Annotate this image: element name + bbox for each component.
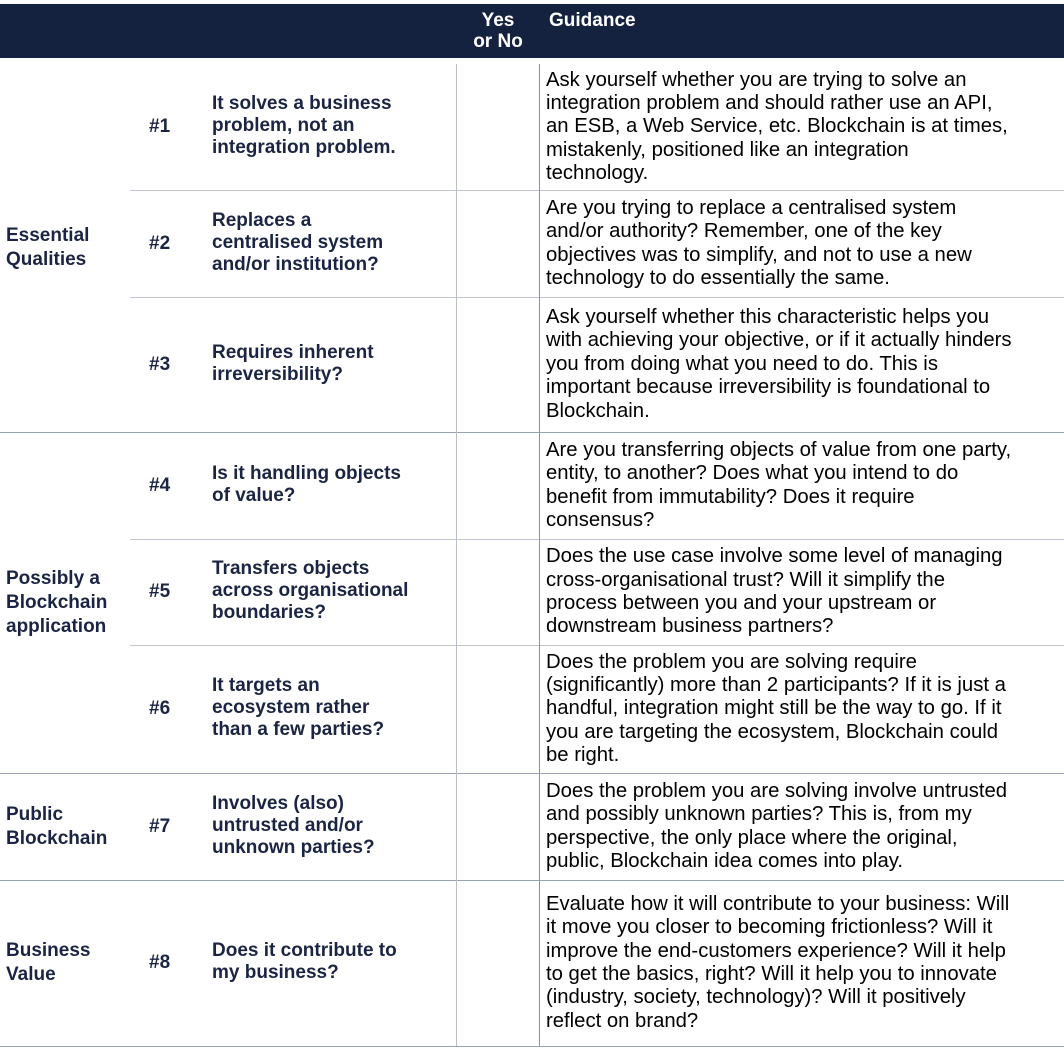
guidance-line: and/or authority? Remember, one of the key [546,220,942,243]
guidance-text [546,190,1064,297]
guidance-line: be right. [546,744,620,767]
criterion-line: of value? [212,484,296,506]
guidance-line: you from doing what you need to do. This is [546,352,938,375]
guidance-line: Evaluate how it will contribute to your business: Will [546,892,1010,915]
criterion-line: my business? [212,962,339,983]
criterion-number: #1 [149,116,171,137]
criterion-text [212,940,456,984]
section-label-line: Value [6,964,56,985]
criterion-line: Replaces a [212,209,312,231]
section-label-line: Possibly a [6,567,100,589]
criterion-text [212,93,456,159]
guidance-text [546,64,1064,190]
guidance-line: Does the problem you are solving require [546,650,917,673]
criterion-line: Involves (also) [212,792,344,814]
table-row [456,539,1064,645]
criterion-line: centralised system [212,231,384,253]
guidance-line: cross-organisational trust? Will it simplify the [546,568,945,591]
section-label-line: application [6,615,107,637]
yes-or-no-cell[interactable] [456,539,540,645]
guidance-line: improve the end-customers experience? Will it help [546,939,1006,962]
criterion-line: and/or institution? [212,253,379,275]
criterion-number: #4 [149,474,171,496]
criterion-line: unknown parties? [212,836,375,858]
section-label [6,567,146,639]
guidance-line: and possibly unknown parties? This is, from my [546,803,972,826]
criterion-line: Requires inherent [212,341,374,363]
section-label [6,939,146,987]
guidance-text [546,539,1064,645]
guidance-line: you are targeting the ecosystem, Blockchain could [546,720,999,743]
guidance-line: an ESB, a Web Service, etc. Blockchain is at times, [546,115,1008,138]
guidance-line: Blockchain. [546,399,650,422]
criterion-line: Does it contribute to [212,940,397,961]
criterion-line: Transfers objects [212,558,370,579]
criterion-text [212,342,456,386]
guidance-line: perspective, the only place where the original, [546,826,958,849]
guidance-line: mistakenly, positioned like an integration [546,138,909,161]
header-guidance: Guidance [549,10,636,31]
guidance-line: (industry, society, technology)? Will it positively [546,986,966,1009]
guidance-line: Ask yourself whether this characteristic helps you [546,306,989,328]
yes-or-no-cell[interactable] [456,64,540,190]
criterion-line: Is it handling objects [212,462,401,484]
criterion-line: untrusted and/or [212,814,363,836]
criterion-line: irreversibility? [212,363,343,385]
guidance-line: entity, to another? Does what you intend to do [546,462,959,485]
guidance-line: Does the use case involve some level of managing [546,545,1003,568]
criterion-line: than a few parties? [212,719,385,740]
guidance-line: consensus? [546,508,655,531]
section-label-line: Public [6,803,64,825]
yes-or-no-cell[interactable] [456,645,540,773]
criterion-number: #8 [149,952,171,973]
guidance-line: Ask yourself whether you are trying to solve an [546,68,967,91]
criterion-line: ecosystem rather [212,697,370,718]
yes-or-no-cell[interactable] [456,880,540,1046]
criterion-line: It solves a business [212,93,392,114]
header-or-no-line: or No [473,31,523,52]
guidance-line: Does the problem you are solving involve untrusted [546,779,1008,802]
guidance-text [546,432,1064,539]
yes-or-no-cell[interactable] [456,773,540,880]
section-label [6,803,146,851]
guidance-line: technology to do essentially the same. [546,266,890,289]
criterion-number: #3 [149,353,171,375]
guidance-line: benefit from immutability? Does it require [546,485,915,508]
guidance-text [546,880,1064,1046]
criterion-number: #7 [149,815,171,837]
criterion-text [212,210,456,276]
yes-or-no-cell[interactable] [456,432,540,539]
section-label-line: Blockchain [6,827,108,849]
guidance-line: objectives was to simplify, and not to use a new [546,243,972,266]
section-label [6,224,146,272]
criterion-text [212,463,456,507]
yes-or-no-cell[interactable] [456,190,540,297]
table-header [0,4,1064,58]
guidance-line: handful, integration might still be the way to go. If it [546,697,1002,720]
table-row [456,880,1064,1046]
yes-or-no-cell[interactable] [456,297,540,432]
guidance-line: process between you and your upstream or [546,592,937,614]
section-label-line: Business [6,940,91,961]
guidance-line: it move you closer to becoming frictionless? Will it [546,916,993,939]
table-row [456,432,1064,539]
criterion-number: #2 [149,232,171,254]
criterion-text [212,793,456,859]
criterion-number: #5 [149,581,171,602]
guidance-line: important because irreversibility is foundational to [546,376,991,399]
guidance-line: reflect on brand? [546,1009,699,1032]
guidance-line: with achieving your objective, or if it actually hinders [546,329,1012,352]
guidance-line: Are you transferring objects of value from one party, [546,438,1012,461]
guidance-line: public, Blockchain idea comes into play. [546,849,903,872]
guidance-line: to get the basics, right? Will it help you to innovate [546,963,997,986]
criterion-text [212,675,456,741]
section-label-line: Essential [6,225,90,246]
row-divider [0,1046,1064,1047]
criterion-line: problem, not an [212,115,355,136]
guidance-line: integration problem and should rather use an API, [546,91,993,114]
table-row [456,64,1064,190]
table-row [456,773,1064,880]
section-label-line: Blockchain [6,591,108,613]
table-row [456,190,1064,297]
section-label-line: Qualities [6,249,87,270]
table-row [456,645,1064,773]
criterion-line: boundaries? [212,602,327,623]
guidance-line: (significantly) more than 2 participants? If it is just a [546,673,1006,696]
criterion-line: across organisational [212,580,409,601]
guidance-line: downstream business partners? [546,615,834,638]
criterion-line: integration problem. [212,137,396,158]
criterion-line: It targets an [212,675,320,696]
header-yes-line: Yes [481,10,515,31]
guidance-text [546,645,1064,773]
criterion-text [212,558,456,624]
guidance-text [546,773,1064,880]
criterion-number: #6 [149,698,171,719]
guidance-line: technology. [546,162,649,185]
header-yes-or-no [456,10,540,52]
guidance-line: Are you trying to replace a centralised system [546,196,957,219]
guidance-text [546,297,1064,432]
table-row [456,297,1064,432]
